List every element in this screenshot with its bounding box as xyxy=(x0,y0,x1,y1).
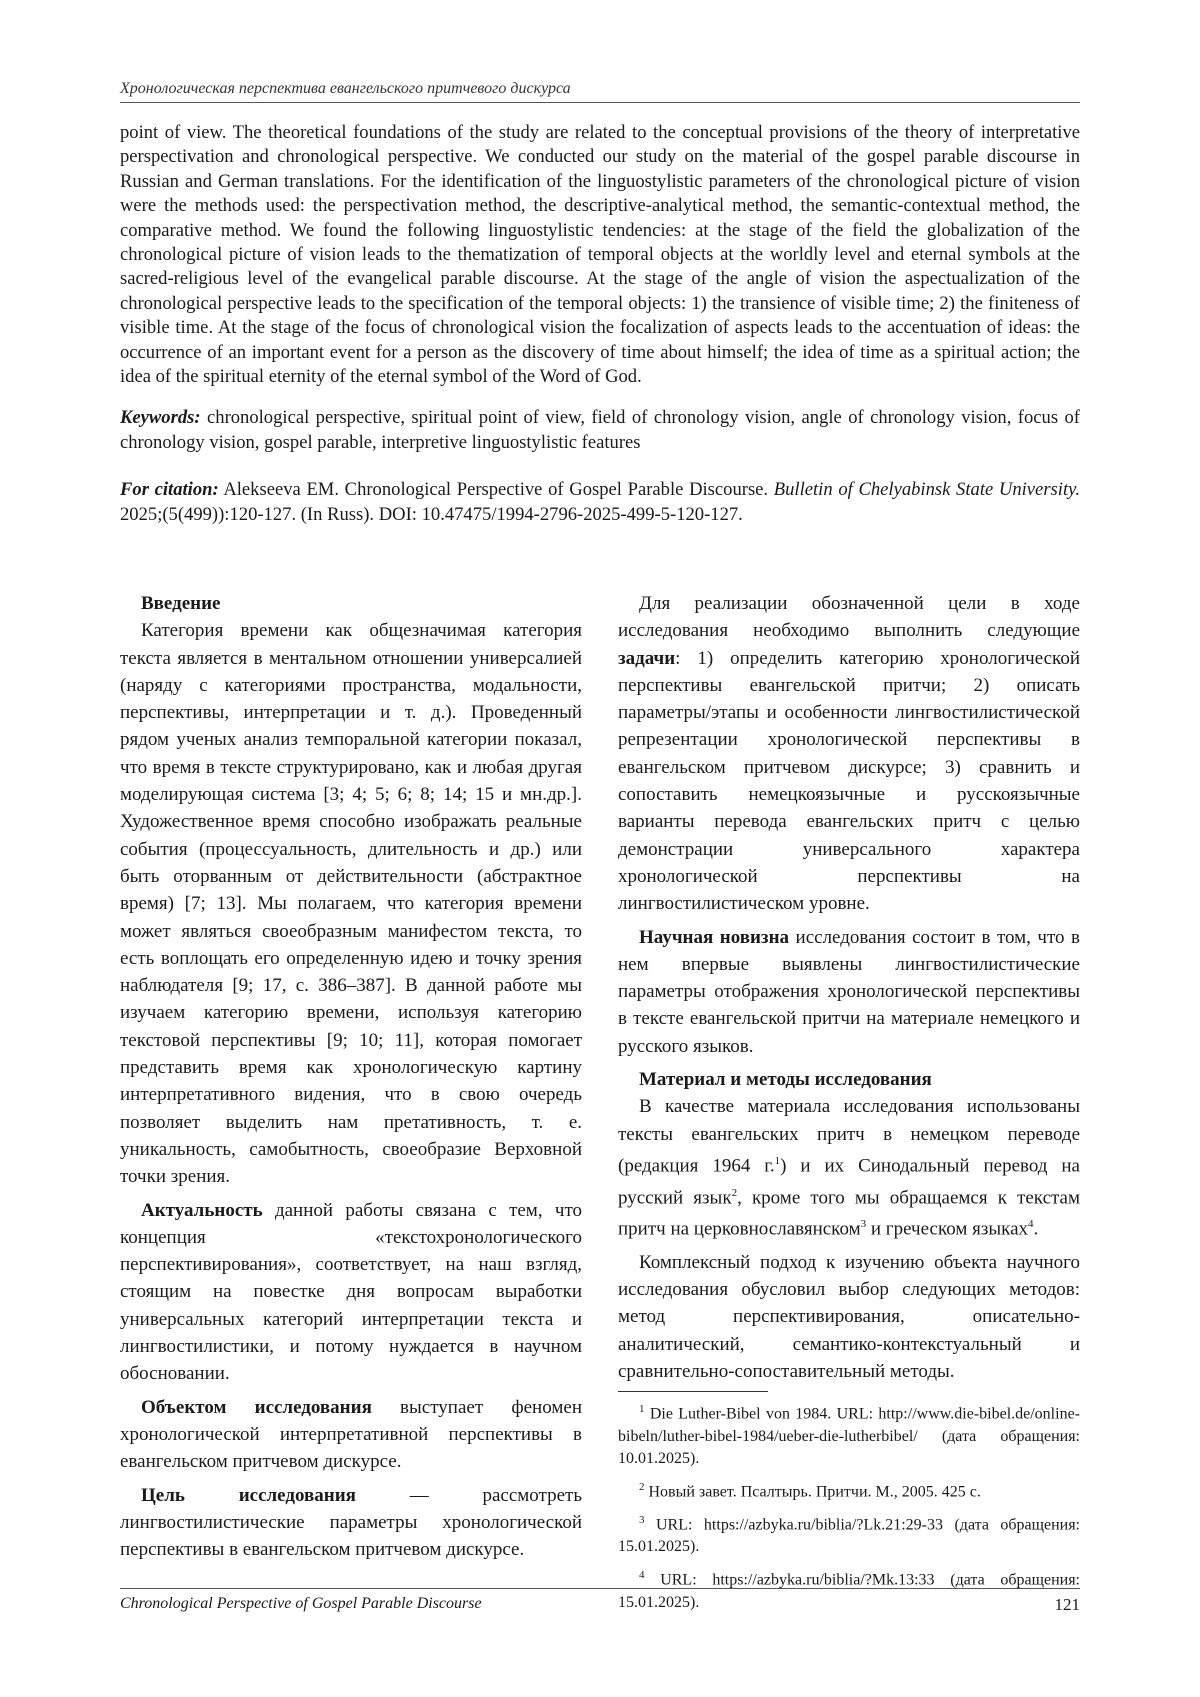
relevance-paragraph xyxy=(120,1197,582,1388)
relevance-lead: Актуальность xyxy=(141,1199,263,1221)
object-lead: Объектом исследования xyxy=(141,1396,372,1418)
page-number: 121 xyxy=(1054,1595,1080,1614)
tasks-lead: задачи xyxy=(618,647,676,669)
citation xyxy=(120,478,1080,527)
material-part-3: , кроме того мы обращаемся к текстам притч на церковнославянском xyxy=(618,1186,1080,1240)
footnote-ref-1[interactable]: 1 xyxy=(774,1154,781,1167)
footnote-2 xyxy=(618,1476,1080,1503)
tasks-paragraph xyxy=(618,590,1080,918)
footer-title: Chronological Perspective of Gospel Parable Discourse xyxy=(120,1595,482,1612)
goal-text: — рассмотреть лингвостилистические параметры хронологической перспективы в евангельском притчевом дискурсе. xyxy=(120,1484,582,1561)
goal-lead: Цель исследования xyxy=(141,1484,356,1506)
abstract-section xyxy=(120,121,1080,527)
object-paragraph xyxy=(120,1394,582,1476)
intro-heading: Введение xyxy=(141,593,221,614)
footnote-ref-2[interactable]: 2 xyxy=(731,1186,738,1199)
abstract-text: point of view. The theoretical foundations of the study are related to the conceptual provisions of the theory of interpretative perspectivation and chronological perspective. We conducted our study on the material of the gospel parable discourse in Russian and German translations. For the identification of the linguostylistic parameters of the chronological picture of vision were the methods used: the perspectivation method, the descriptive-analytical method, the semantic-contextual method, the comparative method. We found the following linguostylistic tendencies: at the stage of the field the globalization of the chronological picture of vision leads to the thematization of temporal objects at the worldly level and eternal symbols at the sacred-religious level of the evangelical parable discourse. At the stage of the angle of vision the aspectualization of the chronological perspective leads to the specification of the temporal objects: 1) the transience of visible time; 2) the finiteness of visible time. At the stage of the focus of chronological vision the focalization of aspects leads to the accentuation of ideas: the occurrence of an important event for a person as the discovery of time about himself; the idea of time as a spiritual action; the idea of the spiritual eternity of the eternal symbol of the Word of God. xyxy=(120,122,1080,388)
footnote-text-3: URL: https://azbyka.ru/biblia/?Lk.21:29-33 (дата обращения: 15.01.2025). xyxy=(618,1516,1080,1556)
citation-text: Alekseeva EM. Chronological Perspective of Gospel Parable Discourse. xyxy=(218,479,774,501)
right-column xyxy=(618,590,1080,1620)
footnote-num-3: 3 xyxy=(639,1513,645,1526)
footnote-3 xyxy=(618,1509,1080,1558)
material-paragraph xyxy=(618,1093,1080,1242)
intro-paragraph: Категория времени как общезначимая категория текста является в ментальном отношении универсалией (наряду с категориями пространства, модальности, перспективы, интерпретации и т. д.). Проведенный рядом ученых анализ темпоральной категории показал, что время в тексте структурировано, как и любая другая моделирующая система [3; 4; 5; 6; 8; 14; 15 и мн.др.]. Художественное время способно изображать реальные события (процессуальность, длительность и др.) или быть оторванным от действительности (абстрактное время) [7; 13]. Мы полагаем, что категория времени может являться своеобразным манифестом текста, то есть воплощать его определенную идею и точку зрения наблюдателя [9; 17, с. 386–387]. В данной работе мы изучаем категорию времени, используя категорию текстовой перспективы [9; 10; 11], которая помогает представить время как хронологическую картину интерпретативного видения, что в свою очередь позволяет выделить нам претативность, т. е. уникальность, самобытность, своеобразие Верховной точки зрения. xyxy=(120,620,582,1188)
goal-paragraph xyxy=(120,1482,582,1564)
keywords-label: Keywords: xyxy=(120,407,201,429)
material-part-1: В качестве материала исследования использованы тексты евангельских притч в немецком переводе (редакция 1964 г. xyxy=(618,1096,1080,1177)
footnote-text-4: URL: https://azbyka.ru/biblia/?Mk.13:33 (дата обращения: 15.01.2025). xyxy=(618,1571,1080,1611)
keywords xyxy=(120,406,1080,455)
footnote-divider xyxy=(618,1391,768,1392)
footnote-num-1: 1 xyxy=(639,1403,645,1416)
citation-label: For citation: xyxy=(120,479,219,501)
footnote-1 xyxy=(618,1398,1080,1469)
approach-paragraph: Комплексный подход к изучению объекта научного исследования обусловил выбор следующих методов: метод перспективирования, описательно-аналитический, семантико-контекстуальный и сравнительно-сопоставительный методы. xyxy=(618,1251,1080,1382)
novelty-lead: Научная новизна xyxy=(639,926,790,948)
tasks-text: Для реализации обозначенной цели в ходе исследования необходимо выполнить следующие xyxy=(618,593,1080,642)
object-text: выступает феномен хронологической интерпретативной перспективы в евангельском притчевом дискурсе. xyxy=(120,1396,582,1473)
footnote-text-1: Die Luther-Bibel von 1984. URL: http://www.die-bibel.de/online-bibeln/luther-bibel-1984/ueber-die-lutherbibel/ (дата обращения: 10.01.2025). xyxy=(618,1405,1080,1467)
tasks-rest: : 1) определить категорию хронологической перспективы евангельской притчи; 2) описать параметры/этапы и особенности лингвостилистической репрезентации хронологической перспективы в евангельском притчевом дискурсе; 3) сравнить и сопоставить немецкоязычные и русскоязычные варианты перевода евангельских притч с целью демонстрации универсального характера хронологической перспективы на лингвостилистическом уровне. xyxy=(618,647,1080,915)
running-footer xyxy=(120,1588,1080,1613)
footnote-num-2: 2 xyxy=(639,1480,645,1493)
novelty-text: исследования состоит в том, что в нем впервые выявлены лингвостилистические параметры отображения хронологической перспективы в тексте евангельской притчи на материале немецкого и русского языков. xyxy=(618,926,1080,1057)
footnote-text-2: Новый завет. Псалтырь. Притчи. М., 2005. 425 с. xyxy=(644,1482,981,1500)
relevance-text: данной работы связана с тем, что концепция «текстохронологического перспективирования», соответствует, на наш взгляд, стоящим на повестке дня вопросам выработки универсальных категорий интерпретации текста и лингвостилистики, и потому нуждается в научном обосновании. xyxy=(120,1199,582,1385)
running-header: Хронологическая перспектива евангельского притчевого дискурса xyxy=(120,80,1080,103)
material-part-4: и греческом языках xyxy=(866,1218,1029,1240)
keywords-text: chronological perspective, spiritual point of view, field of chronology vision, angle of chronology vision, focus of chronology vision, gospel parable, interpretive linguostylistic features xyxy=(120,407,1080,453)
citation-journal: Bulletin of Chelyabinsk State University. xyxy=(773,479,1080,501)
material-part-2: ) и их Синодальный перевод на русский язык xyxy=(618,1155,1080,1208)
footnote-num-4: 4 xyxy=(639,1569,645,1582)
methods-heading: Материал и методы исследования xyxy=(639,1069,932,1091)
novelty-paragraph xyxy=(618,924,1080,1060)
footnote-ref-3[interactable]: 3 xyxy=(860,1218,867,1231)
material-part-5: . xyxy=(1033,1218,1039,1240)
left-column xyxy=(120,590,582,1569)
citation-details: 2025;(5(499)):120-127. (In Russ). DOI: 10.47475/1994-2796-2025-499-5-120-127. xyxy=(120,503,743,525)
footnote-ref-4[interactable]: 4 xyxy=(1028,1218,1034,1231)
